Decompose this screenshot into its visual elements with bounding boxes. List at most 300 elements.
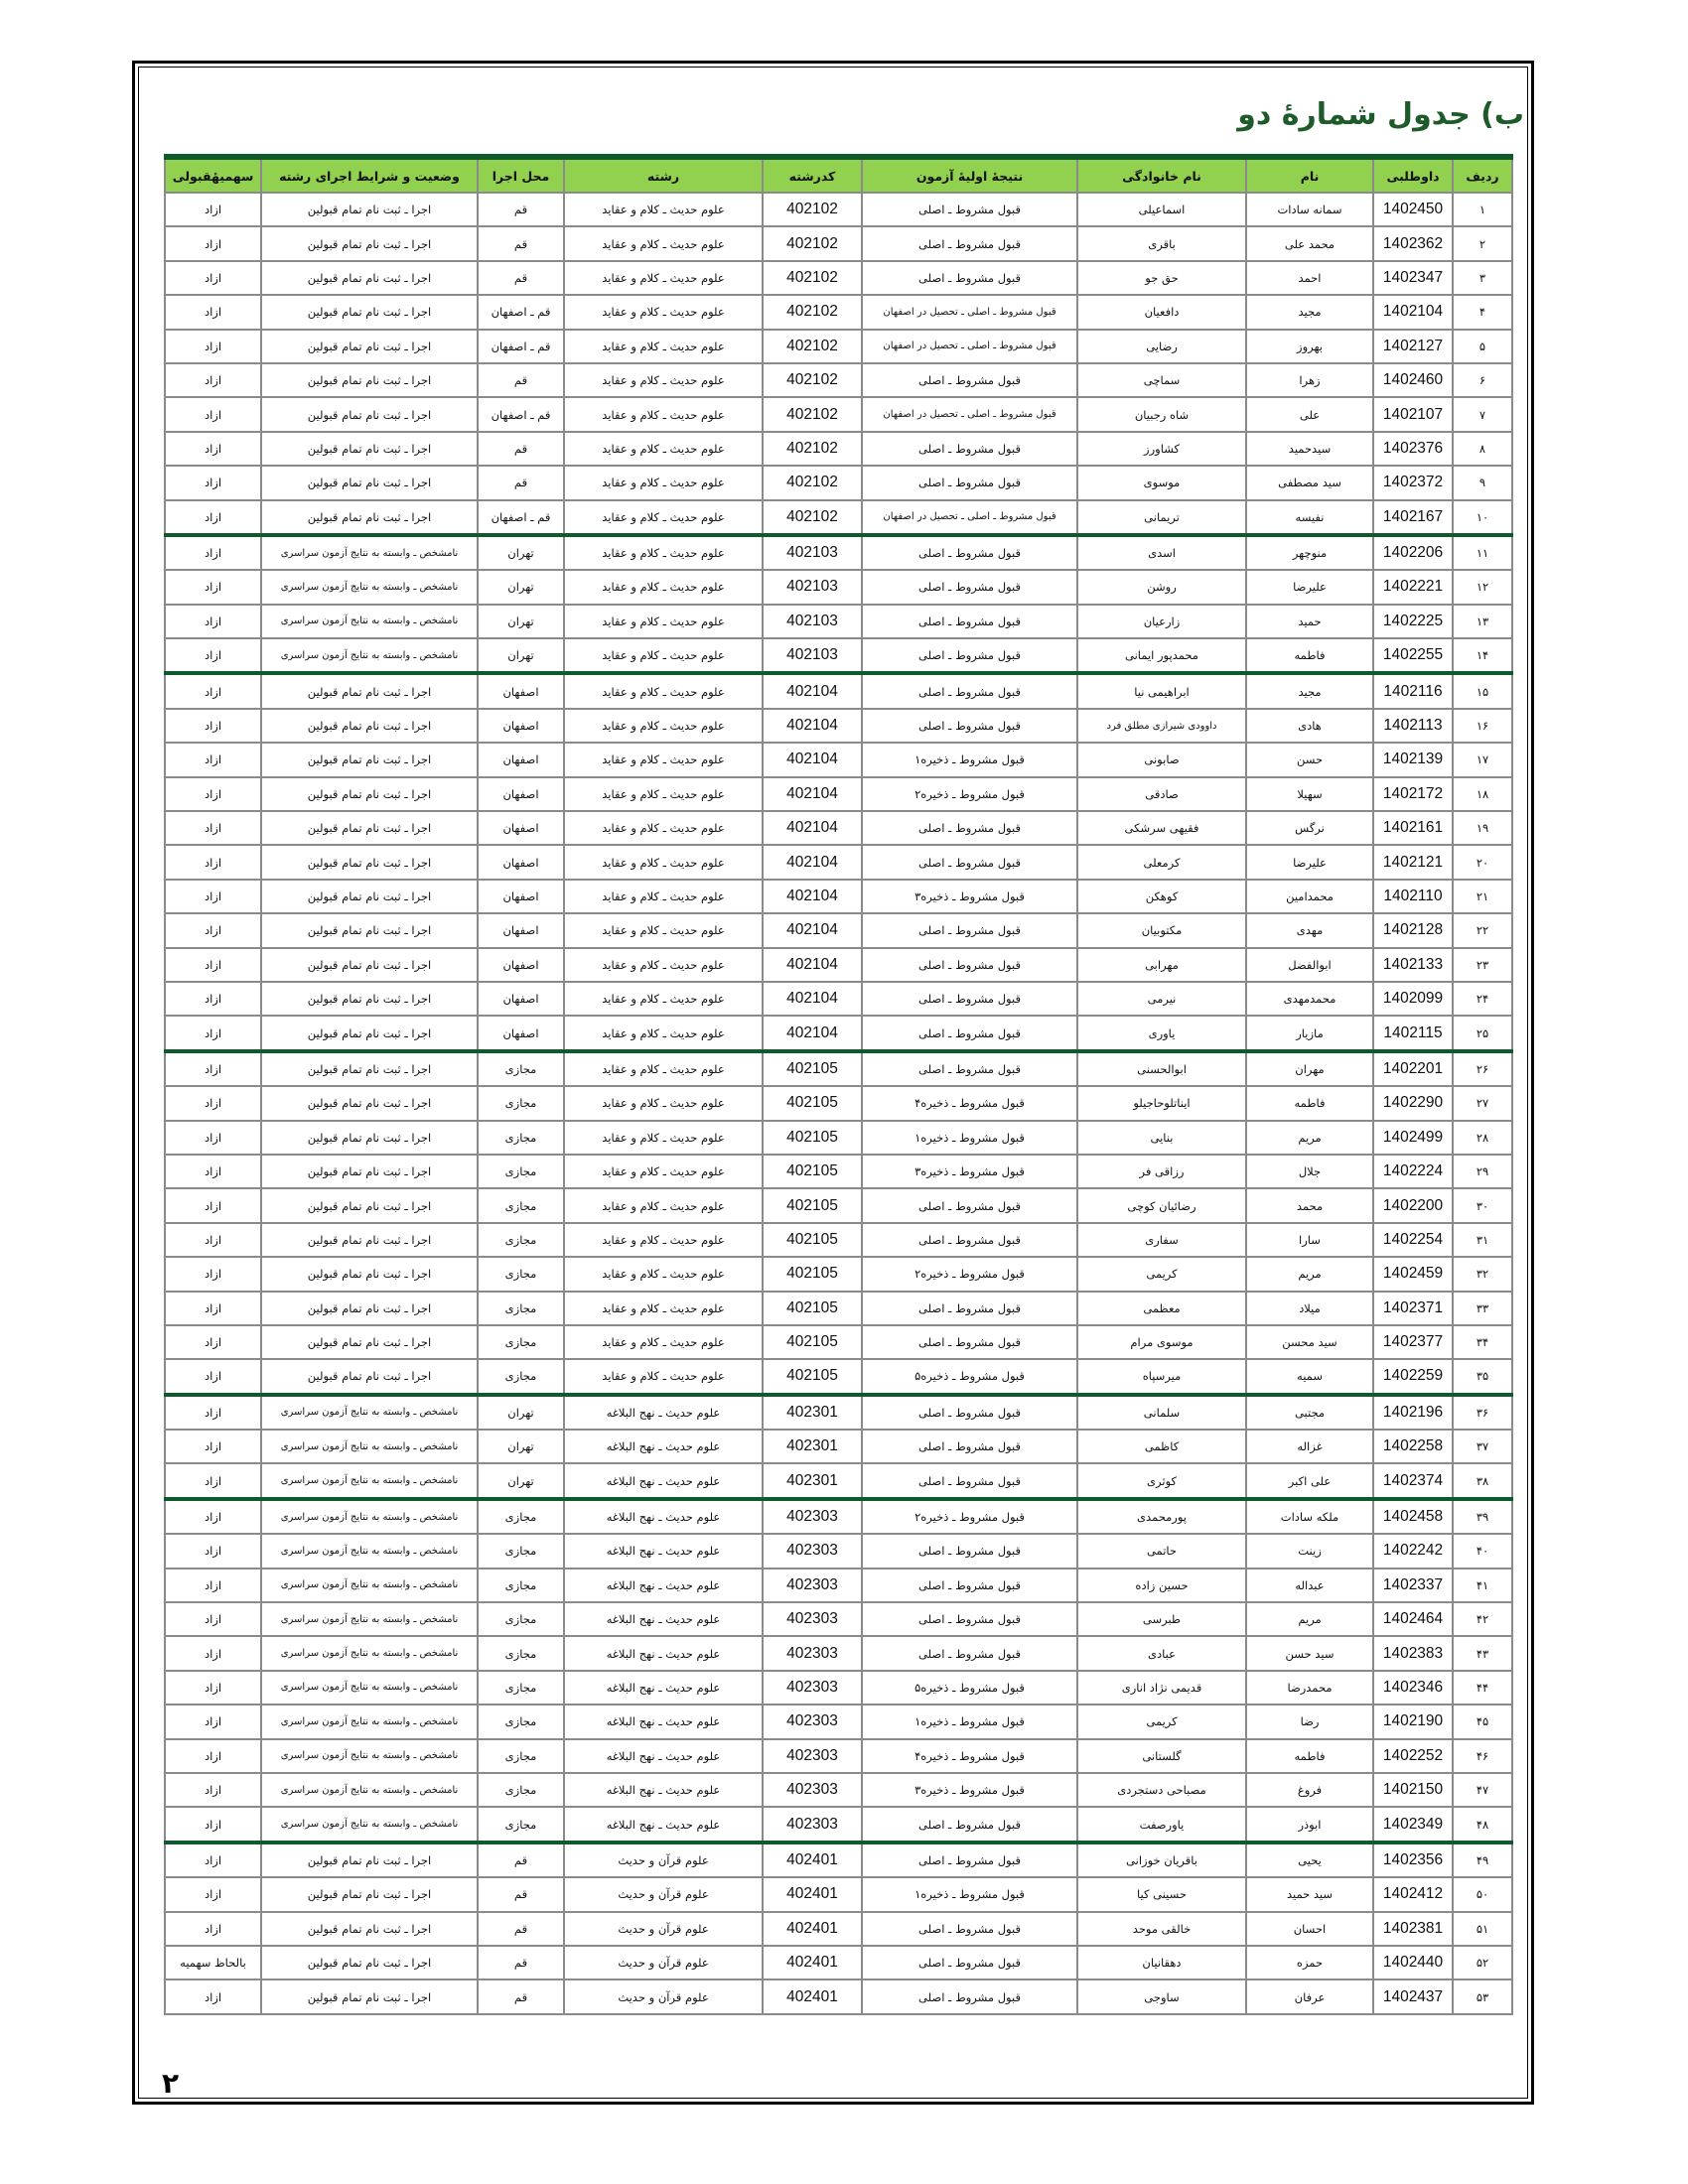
cell-radif: ۳۹ <box>1453 1499 1512 1534</box>
cell-place: مجازی <box>478 1534 564 1568</box>
cell-candidate-id: 1402221 <box>1373 570 1453 604</box>
cell-place: مجازی <box>478 1499 564 1534</box>
cell-quota: ازاد <box>165 1979 261 2013</box>
table-row <box>165 777 1512 811</box>
cell-first-name: مازیار <box>1246 1016 1373 1050</box>
cell-status: اجرا ـ ثبت نام تمام قبولین <box>261 709 478 743</box>
cell-family-name: باقریان خوزانی <box>1077 1843 1246 1877</box>
cell-radif: ۳۷ <box>1453 1430 1512 1463</box>
cell-family-name: حسینی کیا <box>1077 1877 1246 1911</box>
cell-radif: ۲۹ <box>1453 1155 1512 1188</box>
cell-field-code: 402105 <box>763 1223 862 1257</box>
cell-status: نامشخص ـ وابسته به نتایج آزمون سراسری <box>261 1569 478 1602</box>
cell-quota: ازاد <box>165 913 261 947</box>
cell-exam-result: قبول مشروط ـ ذخیره۵ <box>862 1359 1077 1394</box>
cell-status: اجرا ـ ثبت نام تمام قبولین <box>261 1016 478 1050</box>
cell-quota: ازاد <box>165 709 261 743</box>
cell-field: علوم حدیث ـ کلام و عقاید <box>564 1086 763 1120</box>
cell-family-name: موسوی مرام <box>1077 1325 1246 1359</box>
cell-first-name: مهران <box>1246 1051 1373 1086</box>
cell-place: اصفهان <box>478 845 564 879</box>
cell-first-name: مجتبی <box>1246 1395 1373 1430</box>
cell-exam-result: قبول مشروط ـ اصلی <box>862 982 1077 1016</box>
table-row <box>165 1739 1512 1773</box>
cell-place: تهران <box>478 570 564 604</box>
cell-status: نامشخص ـ وابسته به نتایج آزمون سراسری <box>261 570 478 604</box>
cell-place: قم <box>478 226 564 260</box>
cell-radif: ۱ <box>1453 193 1512 226</box>
cell-family-name: مصباحی دستجردی <box>1077 1773 1246 1807</box>
cell-first-name: محمدامین <box>1246 880 1373 913</box>
cell-radif: ۲۰ <box>1453 845 1512 879</box>
cell-quota: ازاد <box>165 330 261 363</box>
cell-candidate-id: 1402099 <box>1373 982 1453 1016</box>
cell-family-name: سماچی <box>1077 363 1246 397</box>
cell-status: اجرا ـ ثبت نام تمام قبولین <box>261 1223 478 1257</box>
cell-field: علوم حدیث ـ کلام و عقاید <box>564 1359 763 1394</box>
cell-first-name: سهیلا <box>1246 777 1373 811</box>
cell-field-code: 402303 <box>763 1534 862 1568</box>
cell-status: نامشخص ـ وابسته به نتایج آزمون سراسری <box>261 1430 478 1463</box>
cell-first-name: میلاد <box>1246 1292 1373 1325</box>
cell-field: علوم حدیث ـ کلام و عقاید <box>564 570 763 604</box>
cell-place: مجازی <box>478 1155 564 1188</box>
cell-place: مجازی <box>478 1121 564 1155</box>
cell-field: علوم حدیث ـ نهج البلاغه <box>564 1739 763 1773</box>
cell-quota: بالحاظ سهمیه <box>165 1946 261 1979</box>
cell-family-name: رضائیان کوچی <box>1077 1188 1246 1222</box>
cell-field: علوم حدیث ـ نهج البلاغه <box>564 1534 763 1568</box>
cell-field-code: 402102 <box>763 295 862 329</box>
cell-field-code: 402301 <box>763 1395 862 1430</box>
cell-candidate-id: 1402242 <box>1373 1534 1453 1568</box>
cell-candidate-id: 1402255 <box>1373 638 1453 673</box>
cell-first-name: مهدی <box>1246 913 1373 947</box>
cell-candidate-id: 1402383 <box>1373 1636 1453 1670</box>
table-row <box>165 1016 1512 1050</box>
cell-status: اجرا ـ ثبت نام تمام قبولین <box>261 261 478 295</box>
cell-field-code: 402104 <box>763 743 862 776</box>
cell-radif: ۴۰ <box>1453 1534 1512 1568</box>
table-row <box>165 1912 1512 1946</box>
cell-exam-result: قبول مشروط ـ اصلی <box>862 1946 1077 1979</box>
cell-family-name: حاتمی <box>1077 1534 1246 1568</box>
cell-field-code: 402105 <box>763 1051 862 1086</box>
cell-quota: ازاد <box>165 1912 261 1946</box>
cell-field-code: 402102 <box>763 226 862 260</box>
cell-family-name: قدیمی نژاد اناری <box>1077 1671 1246 1705</box>
cell-quota: ازاد <box>165 605 261 638</box>
cell-place: مجازی <box>478 1086 564 1120</box>
cell-exam-result: قبول مشروط ـ اصلی <box>862 261 1077 295</box>
cell-exam-result: قبول مشروط ـ اصلی ـ تحصیل در اصفهان <box>862 330 1077 363</box>
cell-candidate-id: 1402458 <box>1373 1499 1453 1534</box>
cell-radif: ۱۱ <box>1453 535 1512 570</box>
header-exam-result: نتیجهٔ اولیهٔ آزمون <box>862 157 1077 193</box>
cell-first-name: سمیه <box>1246 1359 1373 1394</box>
cell-family-name: پورمحمدی <box>1077 1499 1246 1534</box>
cell-first-name: فاطمه <box>1246 1086 1373 1120</box>
cell-family-name: ساوجی <box>1077 1979 1246 2013</box>
cell-field: علوم حدیث ـ کلام و عقاید <box>564 363 763 397</box>
cell-quota: ازاد <box>165 880 261 913</box>
cell-place: قم <box>478 1843 564 1877</box>
cell-quota: ازاد <box>165 1636 261 1670</box>
cell-radif: ۲۸ <box>1453 1121 1512 1155</box>
cell-field-code: 402105 <box>763 1121 862 1155</box>
cell-quota: ازاد <box>165 1155 261 1188</box>
table-row <box>165 1946 1512 1979</box>
cell-quota: ازاد <box>165 466 261 499</box>
table-row <box>165 1979 1512 2013</box>
cell-place: قم <box>478 432 564 466</box>
cell-field-code: 402103 <box>763 638 862 673</box>
cell-quota: ازاد <box>165 1602 261 1636</box>
cell-radif: ۲ <box>1453 226 1512 260</box>
cell-first-name: محمدمهدی <box>1246 982 1373 1016</box>
cell-place: اصفهان <box>478 982 564 1016</box>
cell-exam-result: قبول مشروط ـ ذخیره۳ <box>862 1155 1077 1188</box>
cell-quota: ازاد <box>165 1739 261 1773</box>
cell-quota: ازاد <box>165 535 261 570</box>
cell-place: اصفهان <box>478 811 564 845</box>
cell-status: اجرا ـ ثبت نام تمام قبولین <box>261 743 478 776</box>
table-row <box>165 1155 1512 1188</box>
cell-status: نامشخص ـ وابسته به نتایج آزمون سراسری <box>261 1395 478 1430</box>
cell-exam-result: قبول مشروط ـ اصلی <box>862 1292 1077 1325</box>
page-title: ب) جدول شمارهٔ دو <box>1237 97 1524 132</box>
cell-place: مجازی <box>478 1188 564 1222</box>
cell-place: مجازی <box>478 1325 564 1359</box>
cell-candidate-id: 1402104 <box>1373 295 1453 329</box>
cell-radif: ۳ <box>1453 261 1512 295</box>
cell-candidate-id: 1402201 <box>1373 1051 1453 1086</box>
cell-place: اصفهان <box>478 880 564 913</box>
table-row <box>165 982 1512 1016</box>
cell-candidate-id: 1402377 <box>1373 1325 1453 1359</box>
cell-status: اجرا ـ ثبت نام تمام قبولین <box>261 1325 478 1359</box>
cell-quota: ازاد <box>165 432 261 466</box>
cell-field: علوم حدیث ـ نهج البلاغه <box>564 1807 763 1842</box>
cell-candidate-id: 1402464 <box>1373 1602 1453 1636</box>
cell-field: علوم حدیث ـ کلام و عقاید <box>564 1325 763 1359</box>
cell-status: اجرا ـ ثبت نام تمام قبولین <box>261 193 478 226</box>
cell-status: اجرا ـ ثبت نام تمام قبولین <box>261 1292 478 1325</box>
cell-status: نامشخص ـ وابسته به نتایج آزمون سراسری <box>261 1739 478 1773</box>
table-row <box>165 845 1512 879</box>
cell-field: علوم حدیث ـ کلام و عقاید <box>564 845 763 879</box>
cell-quota: ازاد <box>165 777 261 811</box>
cell-family-name: شاه رجبیان <box>1077 397 1246 431</box>
cell-first-name: ابوالفضل <box>1246 948 1373 982</box>
cell-candidate-id: 1402252 <box>1373 1739 1453 1773</box>
cell-candidate-id: 1402116 <box>1373 673 1453 708</box>
table-row <box>165 1671 1512 1705</box>
table-row <box>165 1843 1512 1877</box>
cell-place: مجازی <box>478 1739 564 1773</box>
cell-status: اجرا ـ ثبت نام تمام قبولین <box>261 811 478 845</box>
cell-family-name: کاظمی <box>1077 1430 1246 1463</box>
cell-candidate-id: 1402371 <box>1373 1292 1453 1325</box>
cell-field: علوم حدیث ـ کلام و عقاید <box>564 535 763 570</box>
cell-quota: ازاد <box>165 1705 261 1738</box>
cell-first-name: مجید <box>1246 673 1373 708</box>
cell-quota: ازاد <box>165 1395 261 1430</box>
cell-field-code: 402104 <box>763 673 862 708</box>
cell-candidate-id: 1402356 <box>1373 1843 1453 1877</box>
table-row <box>165 1430 1512 1463</box>
cell-candidate-id: 1402127 <box>1373 330 1453 363</box>
cell-first-name: یحیی <box>1246 1843 1373 1877</box>
cell-candidate-id: 1402200 <box>1373 1188 1453 1222</box>
cell-family-name: رضایی <box>1077 330 1246 363</box>
cell-candidate-id: 1402196 <box>1373 1395 1453 1430</box>
cell-radif: ۷ <box>1453 397 1512 431</box>
cell-field: علوم حدیث ـ کلام و عقاید <box>564 982 763 1016</box>
cell-radif: ۵۱ <box>1453 1912 1512 1946</box>
cell-quota: ازاد <box>165 1188 261 1222</box>
cell-status: اجرا ـ ثبت نام تمام قبولین <box>261 948 478 982</box>
cell-family-name: ایناتلوحاجیلو <box>1077 1086 1246 1120</box>
cell-family-name: کریمی <box>1077 1705 1246 1738</box>
cell-quota: ازاد <box>165 1843 261 1877</box>
cell-radif: ۱۰ <box>1453 500 1512 535</box>
cell-status: نامشخص ـ وابسته به نتایج آزمون سراسری <box>261 1773 478 1807</box>
cell-field-code: 402401 <box>763 1946 862 1979</box>
cell-field-code: 402105 <box>763 1359 862 1394</box>
cell-exam-result: قبول مشروط ـ اصلی <box>862 1463 1077 1498</box>
cell-radif: ۹ <box>1453 466 1512 499</box>
cell-field: علوم حدیث ـ کلام و عقاید <box>564 226 763 260</box>
cell-family-name: صادقی <box>1077 777 1246 811</box>
cell-exam-result: قبول مشروط ـ اصلی <box>862 638 1077 673</box>
cell-field: علوم قرآن و حدیث <box>564 1912 763 1946</box>
cell-exam-result: قبول مشروط ـ اصلی <box>862 1395 1077 1430</box>
cell-exam-result: قبول مشروط ـ ذخیره۴ <box>862 1086 1077 1120</box>
cell-candidate-id: 1402376 <box>1373 432 1453 466</box>
cell-candidate-id: 1402440 <box>1373 1946 1453 1979</box>
table-row <box>165 330 1512 363</box>
cell-field: علوم حدیث ـ نهج البلاغه <box>564 1602 763 1636</box>
cell-radif: ۳۴ <box>1453 1325 1512 1359</box>
cell-family-name: حق جو <box>1077 261 1246 295</box>
cell-place: قم ـ اصفهان <box>478 397 564 431</box>
cell-exam-result: قبول مشروط ـ ذخیره۲ <box>862 777 1077 811</box>
cell-first-name: محمد علی <box>1246 226 1373 260</box>
cell-field: علوم حدیث ـ کلام و عقاید <box>564 1292 763 1325</box>
cell-status: نامشخص ـ وابسته به نتایج آزمون سراسری <box>261 1636 478 1670</box>
cell-family-name: کرمعلی <box>1077 845 1246 879</box>
cell-candidate-id: 1402161 <box>1373 811 1453 845</box>
cell-radif: ۵۳ <box>1453 1979 1512 2013</box>
cell-candidate-id: 1402113 <box>1373 709 1453 743</box>
cell-status: نامشخص ـ وابسته به نتایج آزمون سراسری <box>261 535 478 570</box>
cell-candidate-id: 1402499 <box>1373 1121 1453 1155</box>
cell-field: علوم حدیث ـ کلام و عقاید <box>564 743 763 776</box>
cell-quota: ازاد <box>165 570 261 604</box>
table-row <box>165 261 1512 295</box>
cell-first-name: مریم <box>1246 1602 1373 1636</box>
cell-place: مجازی <box>478 1773 564 1807</box>
table-row <box>165 1359 1512 1394</box>
cell-radif: ۴۳ <box>1453 1636 1512 1670</box>
cell-place: قم <box>478 363 564 397</box>
cell-radif: ۴۸ <box>1453 1807 1512 1842</box>
cell-field: علوم حدیث ـ کلام و عقاید <box>564 638 763 673</box>
cell-status: نامشخص ـ وابسته به نتایج آزمون سراسری <box>261 1671 478 1705</box>
cell-field-code: 402103 <box>763 535 862 570</box>
cell-field: علوم حدیث ـ کلام و عقاید <box>564 913 763 947</box>
cell-exam-result: قبول مشروط ـ اصلی <box>862 226 1077 260</box>
table-row <box>165 880 1512 913</box>
cell-exam-result: قبول مشروط ـ اصلی <box>862 193 1077 226</box>
cell-field-code: 402102 <box>763 330 862 363</box>
cell-status: نامشخص ـ وابسته به نتایج آزمون سراسری <box>261 1705 478 1738</box>
cell-place: تهران <box>478 535 564 570</box>
cell-family-name: کوهکن <box>1077 880 1246 913</box>
cell-place: مجازی <box>478 1636 564 1670</box>
cell-exam-result: قبول مشروط ـ ذخیره۳ <box>862 1773 1077 1807</box>
cell-field-code: 402401 <box>763 1843 862 1877</box>
table-row <box>165 1534 1512 1568</box>
cell-exam-result: قبول مشروط ـ اصلی <box>862 1534 1077 1568</box>
cell-radif: ۸ <box>1453 432 1512 466</box>
cell-family-name: بنایی <box>1077 1121 1246 1155</box>
cell-family-name: کوثری <box>1077 1463 1246 1498</box>
cell-exam-result: قبول مشروط ـ اصلی <box>862 1188 1077 1222</box>
cell-family-name: نیرمی <box>1077 982 1246 1016</box>
cell-quota: ازاد <box>165 811 261 845</box>
cell-place: اصفهان <box>478 777 564 811</box>
table-row <box>165 1223 1512 1257</box>
header-first-name: نام <box>1246 157 1373 193</box>
cell-candidate-id: 1402374 <box>1373 1463 1453 1498</box>
table-row <box>165 1569 1512 1602</box>
cell-field: علوم حدیث ـ نهج البلاغه <box>564 1499 763 1534</box>
cell-family-name: مهرابی <box>1077 948 1246 982</box>
cell-field: علوم حدیث ـ کلام و عقاید <box>564 500 763 535</box>
cell-candidate-id: 1402362 <box>1373 226 1453 260</box>
cell-family-name: کشاورز <box>1077 432 1246 466</box>
cell-candidate-id: 1402107 <box>1373 397 1453 431</box>
cell-first-name: زهرا <box>1246 363 1373 397</box>
cell-quota: ازاد <box>165 193 261 226</box>
cell-place: مجازی <box>478 1223 564 1257</box>
cell-first-name: مریم <box>1246 1257 1373 1291</box>
cell-field-code: 402105 <box>763 1086 862 1120</box>
cell-quota: ازاد <box>165 226 261 260</box>
cell-first-name: مریم <box>1246 1121 1373 1155</box>
cell-quota: ازاد <box>165 1359 261 1394</box>
cell-place: اصفهان <box>478 743 564 776</box>
cell-quota: ازاد <box>165 1325 261 1359</box>
cell-family-name: خالقی موحد <box>1077 1912 1246 1946</box>
cell-radif: ۳۰ <box>1453 1188 1512 1222</box>
cell-place: اصفهان <box>478 948 564 982</box>
cell-place: مجازی <box>478 1705 564 1738</box>
cell-exam-result: قبول مشروط ـ اصلی <box>862 1325 1077 1359</box>
cell-status: نامشخص ـ وابسته به نتایج آزمون سراسری <box>261 1463 478 1498</box>
page-number: ۲ <box>162 2067 180 2100</box>
cell-place: مجازی <box>478 1671 564 1705</box>
cell-candidate-id: 1402337 <box>1373 1569 1453 1602</box>
cell-first-name: سمانه سادات <box>1246 193 1373 226</box>
table-row <box>165 1773 1512 1807</box>
cell-place: قم <box>478 261 564 295</box>
cell-first-name: غزاله <box>1246 1430 1373 1463</box>
cell-exam-result: قبول مشروط ـ اصلی <box>862 363 1077 397</box>
cell-exam-result: قبول مشروط ـ ذخیره۱ <box>862 1121 1077 1155</box>
table-row <box>165 363 1512 397</box>
cell-first-name: نرگس <box>1246 811 1373 845</box>
table-row <box>165 1395 1512 1430</box>
cell-quota: ازاد <box>165 638 261 673</box>
cell-place: قم <box>478 1946 564 1979</box>
cell-status: اجرا ـ ثبت نام تمام قبولین <box>261 1257 478 1291</box>
cell-field-code: 402303 <box>763 1499 862 1534</box>
cell-quota: ازاد <box>165 948 261 982</box>
cell-first-name: علیرضا <box>1246 845 1373 879</box>
cell-exam-result: قبول مشروط ـ اصلی <box>862 1051 1077 1086</box>
cell-place: قم <box>478 1877 564 1911</box>
table-row <box>165 500 1512 535</box>
cell-radif: ۲۶ <box>1453 1051 1512 1086</box>
cell-field: علوم حدیث ـ کلام و عقاید <box>564 295 763 329</box>
table-row <box>165 226 1512 260</box>
table-row <box>165 743 1512 776</box>
cell-candidate-id: 1402206 <box>1373 535 1453 570</box>
cell-quota: ازاد <box>165 1086 261 1120</box>
cell-first-name: جلال <box>1246 1155 1373 1188</box>
cell-family-name: موسوی <box>1077 466 1246 499</box>
cell-radif: ۵۰ <box>1453 1877 1512 1911</box>
table-row <box>165 948 1512 982</box>
cell-status: اجرا ـ ثبت نام تمام قبولین <box>261 1979 478 2013</box>
cell-first-name: علیرضا <box>1246 570 1373 604</box>
cell-family-name: روشن <box>1077 570 1246 604</box>
cell-family-name: باقری <box>1077 226 1246 260</box>
cell-place: اصفهان <box>478 913 564 947</box>
cell-field-code: 402102 <box>763 363 862 397</box>
cell-field-code: 402104 <box>763 982 862 1016</box>
cell-field: علوم قرآن و حدیث <box>564 1979 763 2013</box>
header-status: وضعیت و شرایط اجرای رشته <box>261 157 478 193</box>
cell-field-code: 402102 <box>763 193 862 226</box>
cell-radif: ۱۵ <box>1453 673 1512 708</box>
cell-field-code: 402303 <box>763 1636 862 1670</box>
cell-status: اجرا ـ ثبت نام تمام قبولین <box>261 1843 478 1877</box>
header-quota: سهمیهٔقبولی <box>165 157 261 193</box>
cell-first-name: مجید <box>1246 295 1373 329</box>
cell-field-code: 402104 <box>763 913 862 947</box>
cell-first-name: سیدحمید <box>1246 432 1373 466</box>
cell-exam-result: قبول مشروط ـ اصلی <box>862 1912 1077 1946</box>
cell-exam-result: قبول مشروط ـ اصلی <box>862 709 1077 743</box>
cell-quota: ازاد <box>165 1534 261 1568</box>
cell-field: علوم حدیث ـ کلام و عقاید <box>564 1188 763 1222</box>
cell-field-code: 402303 <box>763 1671 862 1705</box>
cell-field-code: 402401 <box>763 1912 862 1946</box>
header-place: محل اجرا <box>478 157 564 193</box>
cell-exam-result: قبول مشروط ـ اصلی <box>862 1636 1077 1670</box>
cell-radif: ۳۸ <box>1453 1463 1512 1498</box>
cell-first-name: سید محسن <box>1246 1325 1373 1359</box>
cell-family-name: داوودی شیرازی مطلق فرد <box>1077 709 1246 743</box>
cell-field: علوم حدیث ـ کلام و عقاید <box>564 811 763 845</box>
cell-field: علوم حدیث ـ کلام و عقاید <box>564 397 763 431</box>
cell-family-name: طبرسی <box>1077 1602 1246 1636</box>
cell-first-name: سید حمید <box>1246 1877 1373 1911</box>
